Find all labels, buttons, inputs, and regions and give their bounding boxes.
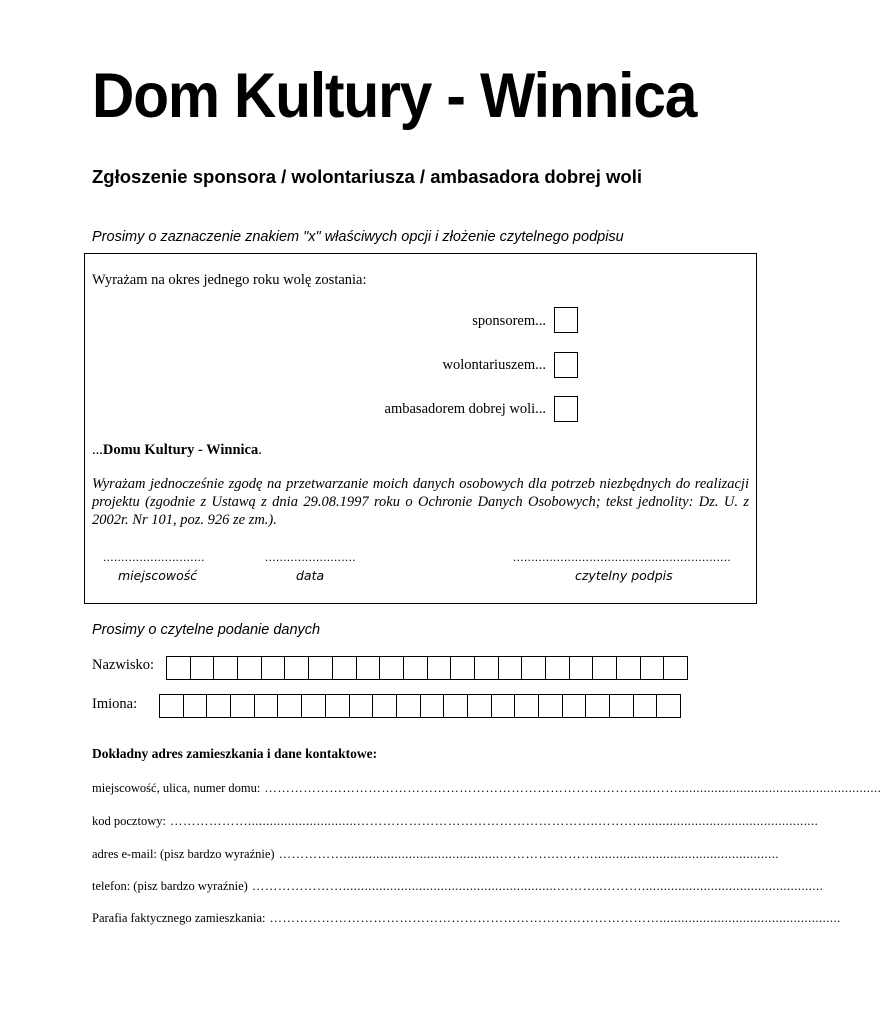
- option-volunteer-label: wolontariuszem...: [442, 357, 546, 373]
- parish-field[interactable]: [92, 911, 841, 926]
- names-letter-cell[interactable]: [539, 694, 563, 718]
- phone-fill-line[interactable]: …………………...........................................................………..………..................................................: [251, 879, 824, 893]
- surname-letter-cell[interactable]: [214, 656, 238, 680]
- surname-letter-cell[interactable]: [641, 656, 665, 680]
- organization-prefix: ...: [92, 442, 103, 458]
- street-label: miejscowość, ulica, numer domu:: [92, 781, 261, 795]
- parish-fill-line[interactable]: ………………………………………………………………………………..................................................: [269, 911, 841, 925]
- organization-name: Domu Kultury - Winnica: [102, 442, 259, 458]
- signature-label: czytelny podpis: [575, 568, 673, 583]
- names-letter-cell[interactable]: [207, 694, 231, 718]
- names-letter-cell[interactable]: [563, 694, 587, 718]
- email-label: adres e-mail: (pisz bardzo wyraźnie): [92, 847, 275, 861]
- address-street-field[interactable]: [92, 781, 881, 796]
- names-letter-cell[interactable]: [160, 694, 184, 718]
- surname-label: Nazwisko:: [92, 657, 155, 673]
- surname-letter-cell[interactable]: [309, 656, 333, 680]
- option-ambassador-label: ambasadorem dobrej woli...: [384, 401, 546, 417]
- names-letter-cell[interactable]: [302, 694, 326, 718]
- place-signature-line[interactable]: ............................: [103, 550, 205, 564]
- parish-label: Parafia faktycznego zamieszkania:: [92, 911, 266, 925]
- surname-letter-cell[interactable]: [404, 656, 428, 680]
- surname-letter-cell[interactable]: [285, 656, 309, 680]
- declaration-intro: Wyrażam na okres jednego roku wolę zostania:: [92, 272, 367, 288]
- names-letter-cell[interactable]: [278, 694, 302, 718]
- names-letter-cell[interactable]: [468, 694, 492, 718]
- email-field[interactable]: [92, 847, 779, 862]
- surname-letter-cell[interactable]: [357, 656, 381, 680]
- names-letter-cell[interactable]: [373, 694, 397, 718]
- phone-label: telefon: (pisz bardzo wyraźnie): [92, 879, 248, 893]
- phone-field[interactable]: [92, 879, 824, 894]
- street-fill-line[interactable]: ……………………………………………………………………………...……........................................................: [264, 781, 881, 795]
- surname-letter-cell[interactable]: [617, 656, 641, 680]
- date-label: data: [296, 568, 325, 583]
- address-heading: Dokładny adres zamieszkania i dane kontaktowe:: [92, 746, 378, 761]
- place-label: miejscowość: [118, 568, 198, 583]
- surname-letter-cell[interactable]: [238, 656, 262, 680]
- postal-code-label: kod pocztowy:: [92, 814, 166, 828]
- names-letter-cell[interactable]: [657, 694, 681, 718]
- organization-line: [92, 442, 262, 459]
- names-letter-cell[interactable]: [444, 694, 468, 718]
- surname-letter-cell[interactable]: [451, 656, 475, 680]
- surname-letter-cell[interactable]: [664, 656, 688, 680]
- names-letter-cell[interactable]: [492, 694, 516, 718]
- names-letter-cell[interactable]: [255, 694, 279, 718]
- email-fill-line[interactable]: ……………...........................................………….………...................................................: [278, 847, 779, 861]
- signature-line[interactable]: ............................................................: [513, 550, 732, 564]
- surname-letter-cell[interactable]: [475, 656, 499, 680]
- names-letter-cell[interactable]: [421, 694, 445, 718]
- surname-letter-cell[interactable]: [262, 656, 286, 680]
- names-label: Imiona:: [92, 696, 138, 712]
- instruction-text: Prosimy o zaznaczenie znakiem "x" właściwych opcji i złożenie czytelnego podpisu: [92, 229, 624, 245]
- names-input-grid[interactable]: [159, 694, 681, 718]
- names-letter-cell[interactable]: [350, 694, 374, 718]
- option-ambassador-checkbox[interactable]: [554, 396, 578, 422]
- personal-data-heading: Prosimy o czytelne podanie danych: [92, 622, 321, 638]
- names-letter-cell[interactable]: [326, 694, 350, 718]
- names-letter-cell[interactable]: [634, 694, 658, 718]
- surname-letter-cell[interactable]: [570, 656, 594, 680]
- surname-letter-cell[interactable]: [428, 656, 452, 680]
- surname-input-grid[interactable]: [166, 656, 688, 680]
- surname-letter-cell[interactable]: [167, 656, 191, 680]
- names-letter-cell[interactable]: [397, 694, 421, 718]
- surname-letter-cell[interactable]: [191, 656, 215, 680]
- organization-suffix: .: [258, 442, 262, 458]
- option-volunteer-checkbox[interactable]: [554, 352, 578, 378]
- postal-code-fill-line[interactable]: ………………..............................………………………………………………..………..................................................: [169, 814, 819, 828]
- names-letter-cell[interactable]: [515, 694, 539, 718]
- date-signature-line[interactable]: .........................: [265, 550, 356, 564]
- names-letter-cell[interactable]: [586, 694, 610, 718]
- surname-letter-cell[interactable]: [546, 656, 570, 680]
- names-letter-cell[interactable]: [610, 694, 634, 718]
- surname-letter-cell[interactable]: [333, 656, 357, 680]
- names-letter-cell[interactable]: [184, 694, 208, 718]
- surname-letter-cell[interactable]: [522, 656, 546, 680]
- postal-code-field[interactable]: [92, 814, 819, 829]
- document-title: Dom Kultury - Winnica: [92, 61, 697, 131]
- option-sponsor-checkbox[interactable]: [554, 307, 578, 333]
- consent-text: Wyrażam jednocześnie zgodę na przetwarzanie moich danych osobowych dla potrzeb niezbędnych do realizacji projektu (zgodnie z Ustawą z dnia 29.08.1997 roku o Ochronie Danych Osobowych; tekst jednolity: Dz. U. z 2002r. Nr 101, poz. 926 ze zm.).: [92, 476, 749, 528]
- form-subtitle: Zgłoszenie sponsora / wolontariusza / ambasadora dobrej woli: [92, 166, 642, 187]
- surname-letter-cell[interactable]: [380, 656, 404, 680]
- names-letter-cell[interactable]: [231, 694, 255, 718]
- option-sponsor-label: sponsorem...: [472, 313, 546, 329]
- surname-letter-cell[interactable]: [499, 656, 523, 680]
- surname-letter-cell[interactable]: [593, 656, 617, 680]
